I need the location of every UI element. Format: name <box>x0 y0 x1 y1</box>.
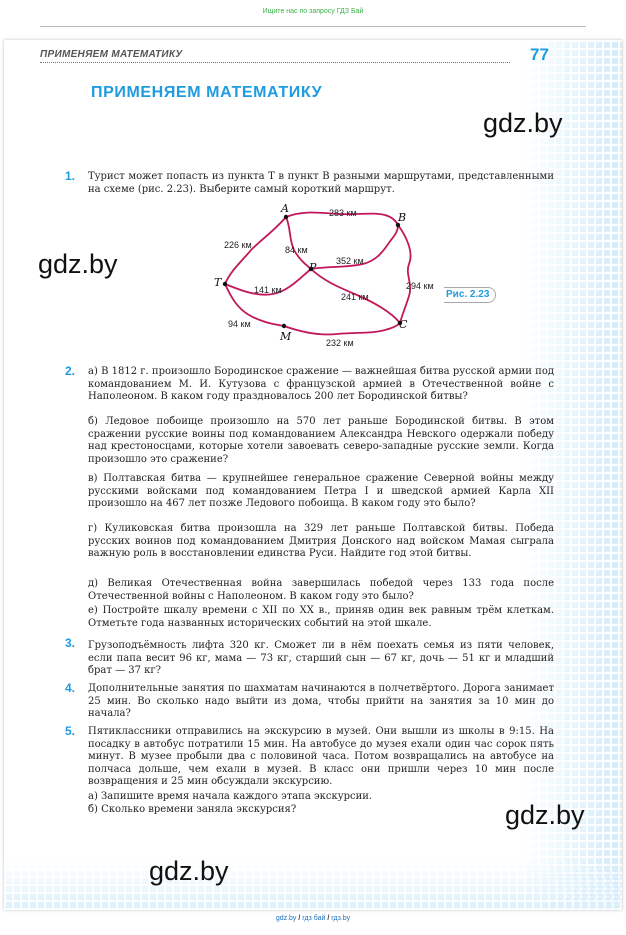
task-text: а) В 1812 г. произошло Бородинское сражение — важнейшая битва русской армии под командованием М. И. Кутузова с французской армией в Отечественной войне с Наполеоном. В каком году праздновалось 200 лет Бородинской битвы? <box>88 366 554 403</box>
footer-separator: / <box>298 915 301 922</box>
edge-label: 352 км <box>336 256 364 266</box>
task-text: г) Куликовская битва произошла на 329 лет раньше Полтавской битвы. Победа русских воинов под командованием Дмитрия Донского над войском Мамая сыграла важную роль в восстановлении единства Руси. Найдите год этой битвы. <box>88 523 554 560</box>
page-number: 77 <box>530 45 549 64</box>
task-text: в) Полтавская битва — крупнейшее генеральное сражение Северной войны между русскими войсками под командованием Петра I и шведской армией Карла XII произошло на 467 лет позже Ледового побоища. В каком году это было? <box>88 473 554 510</box>
watermark: gdz.by <box>149 856 229 886</box>
running-title: ПРИМЕНЯЕМ МАТЕМАТИКУ <box>40 49 183 60</box>
footer-link[interactable]: gdz.by <box>275 915 297 922</box>
task-text: Дополнительные занятия по шахматам начинаются в полчетвёртого. Дорога занимает 25 мин. Во сколько надо выйти из дома, чтобы прийти на занятия за 10 мин до начала? <box>88 683 554 720</box>
task-text: б) Ледовое побоище произошло на 570 лет раньше Бородинской битвы. В этом сражении русские воины под командованием Александра Невского одержали победу над крестоносцами, которые хотели завоевать северо-западные русские земли. Когда произошло это сражение? <box>88 416 554 465</box>
running-title-rule <box>40 62 510 63</box>
watermark: gdz.by <box>38 249 118 279</box>
edge-label: 283 км <box>329 208 357 218</box>
task-text: а) Запишите время начала каждого этапа экскурсии. <box>88 791 373 802</box>
footer-links <box>0 915 626 922</box>
footer-link[interactable]: гдз бай <box>302 915 326 922</box>
edge-t-a <box>225 217 286 284</box>
point-label: P <box>309 261 317 274</box>
point-label: C <box>399 318 408 331</box>
point-label: M <box>280 330 292 343</box>
task-text: д) Великая Отечественная война завершилась победой через 133 года после Отечественной войны с Наполеоном. В каком году это было? <box>88 578 554 602</box>
edge-label: 84 км <box>285 245 308 255</box>
footer-link[interactable]: гдз.by <box>331 915 351 922</box>
route-diagram <box>205 160 435 360</box>
figure-caption: Рис. 2.23 <box>444 287 496 303</box>
task-number: 2. <box>65 364 76 378</box>
edge-label: 232 км <box>326 338 354 348</box>
edge-label: 241 км <box>341 292 369 302</box>
task-text: е) Постройте шкалу времени с XII по XX в., приняв один век равным трём клеткам. Отметьте года названных исторических событий на этой шкале. <box>88 605 554 629</box>
edge-label: 294 км <box>406 281 434 291</box>
edge-label: 226 км <box>224 240 252 250</box>
point-label: A <box>281 202 289 215</box>
edge-label: 141 км <box>254 285 282 295</box>
top-divider <box>40 26 586 27</box>
edge-b-c <box>398 225 411 323</box>
edge-label: 94 км <box>228 319 251 329</box>
edge-m-c <box>284 323 400 335</box>
task-number: 1. <box>65 169 76 183</box>
section-title: ПРИМЕНЯЕМ МАТЕМАТИКУ <box>91 84 323 101</box>
task-number: 4. <box>65 681 76 695</box>
footer-separator: / <box>327 915 330 922</box>
watermark: gdz.by <box>505 800 585 830</box>
decorative-grid-bottom <box>4 860 622 910</box>
top-search-link[interactable]: Ищите нас по запросу ГДЗ Бай <box>262 8 364 15</box>
point-label: T <box>214 276 222 289</box>
task-number: 3. <box>65 636 76 650</box>
task-text: Турист может попасть из пункта T в пункт B разными маршрутами, представленными на схеме (рис. 2.23). Выберите самый короткий маршрут. <box>88 171 554 195</box>
task-text: б) Сколько времени заняла экскурсия? <box>88 804 297 815</box>
watermark: gdz.by <box>483 108 563 138</box>
task-number: 5. <box>65 724 76 738</box>
edge-a-p <box>286 217 311 269</box>
task-text: Пятиклассники отправились на экскурсию в музей. Они вышли из школы в 9:15. На посадку в автобус потратили 15 мин. На автобусе до музея ехали один час сорок пять минут. В музее пробыли два с половиной часа. Потом возвращались на автобусе на полчаса дольше, чем ехали в музей. В класс они пришли через 10 мин после возвращения и 25 мин обсуждали экскурсию. <box>88 726 554 788</box>
task-text: Грузоподъёмность лифта 320 кг. Сможет ли в нём поехать семья из пяти человек, если папа весит 96 кг, мама — 73 кг, старший сын — 67 кг, дочь — 51 кг и младший брат — 37 кг? <box>88 640 554 677</box>
point-label: B <box>398 211 407 224</box>
